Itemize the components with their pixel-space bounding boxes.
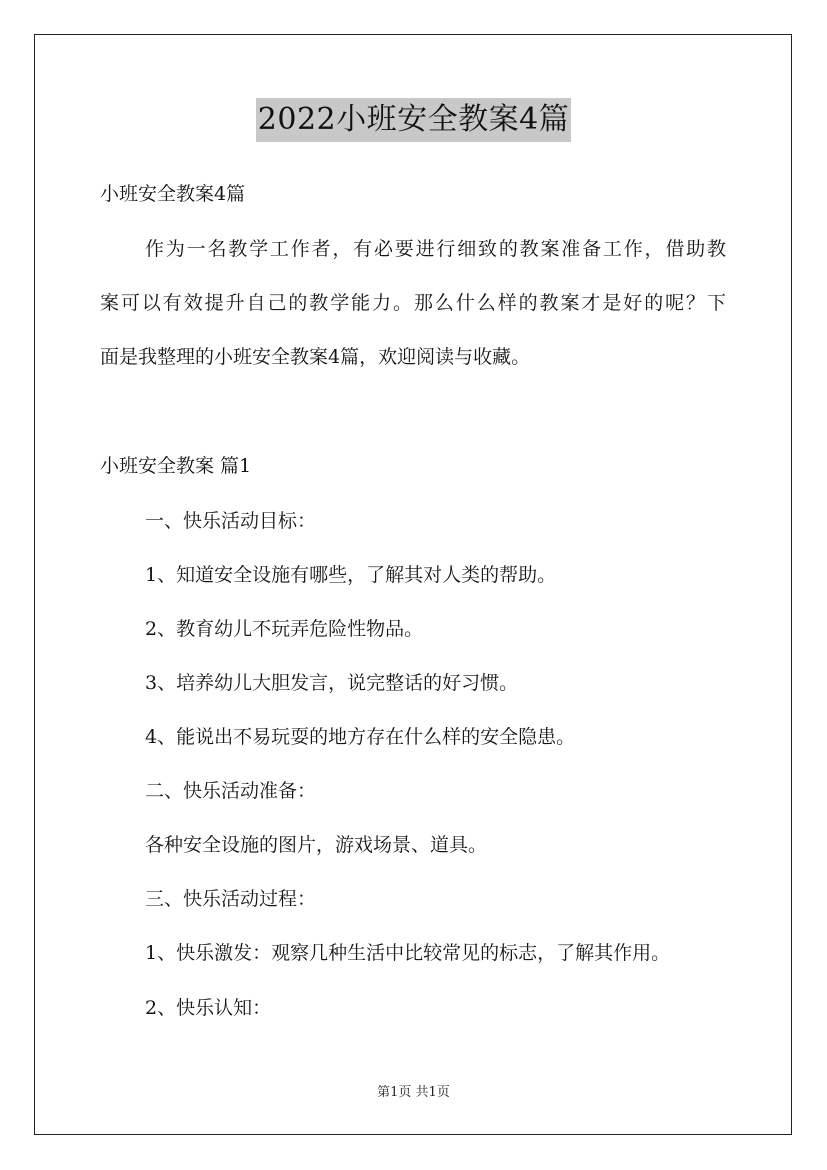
document-subtitle: 小班安全教案4篇 — [100, 183, 246, 205]
intro-paragraph-line-3: 面是我整理的小班安全教案4篇，欢迎阅读与收藏。 — [100, 346, 531, 368]
intro-paragraph-line-1: 作为一名教学工作者，有必要进行细致的教案准备工作，借助教 — [145, 238, 726, 260]
document-title: 2022小班安全教案4篇 — [256, 98, 571, 142]
section-heading: 小班安全教案 篇1 — [100, 455, 252, 477]
list-item: 2、教育幼儿不玩弄危险性物品。 — [145, 618, 424, 640]
list-item: 三、快乐活动过程： — [145, 888, 317, 910]
list-item: 一、快乐活动目标： — [145, 510, 317, 532]
list-item: 1、知道安全设施有哪些，了解其对人类的帮助。 — [145, 564, 557, 586]
title-container — [0, 98, 827, 142]
page-footer: 第1页 共1页 — [377, 1085, 450, 1100]
list-item: 二、快乐活动准备： — [145, 780, 317, 802]
list-item: 3、培养幼儿大胆发言，说完整话的好习惯。 — [145, 672, 519, 694]
list-item: 2、快乐认知： — [145, 997, 272, 1019]
list-item: 1、快乐激发：观察几种生活中比较常见的标志，了解其作用。 — [145, 942, 671, 964]
list-item: 4、能说出不易玩耍的地方存在什么样的安全隐患。 — [145, 726, 576, 748]
intro-paragraph-line-2: 案可以有效提升自己的教学能力。那么什么样的教案才是好的呢？下 — [100, 292, 726, 314]
list-item: 各种安全设施的图片，游戏场景、道具。 — [145, 834, 488, 856]
